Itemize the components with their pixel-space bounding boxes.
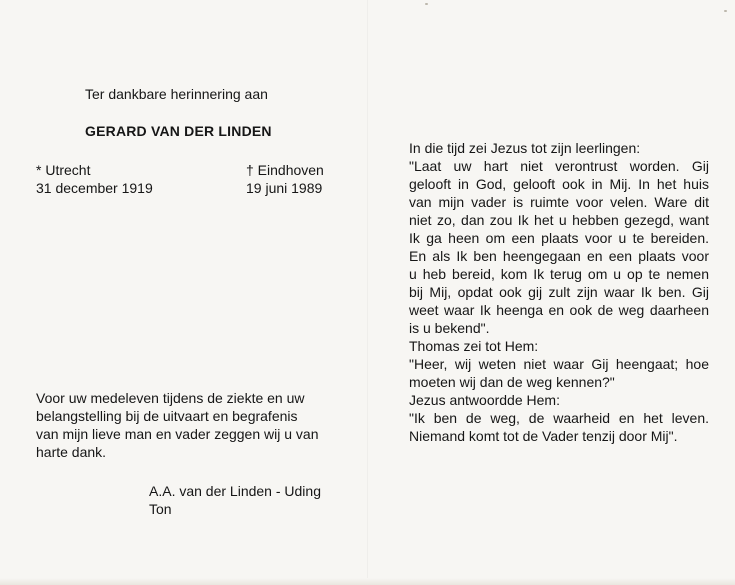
death-date: 19 juni 1989 — [246, 180, 323, 196]
scripture-line: moeten wij dan de weg kennen?" — [409, 374, 615, 390]
scripture-line: Thomas zei tot Hem: — [409, 338, 539, 354]
scripture-line: van mijn vader is ruimte voor velen. Ware dit — [409, 194, 709, 210]
signature-line: Ton — [149, 501, 172, 517]
scripture-line: "Heer, wij weten niet waar Gij heengaat; hoe — [409, 356, 709, 372]
scripture-line: gelooft in God, gelooft ook in Mij. In het huis — [409, 176, 709, 192]
card-bottom-edge — [0, 578, 735, 585]
deceased-name: GERARD VAN DER LINDEN — [85, 123, 272, 139]
scripture-text — [409, 139, 709, 445]
signature-line: A.A. van der Linden - Uding — [149, 483, 321, 499]
thanks-line: harte dank. — [36, 444, 107, 460]
scripture-line: weet waar Ik heenga en ook de weg daarheen — [409, 302, 709, 318]
thanks-line: van mijn lieve man en vader zeggen wij u van — [36, 426, 319, 442]
scripture-line: Niemand komt tot de Vader tenzij door Mij". — [409, 428, 678, 444]
paper-speck — [425, 3, 428, 5]
thanks-line: belangstelling bij de uitvaart en begrafenis — [36, 408, 298, 424]
scripture-line: "Ik ben de weg, de waarheid en het leven. — [409, 410, 709, 426]
scripture-line: is u bekend". — [409, 320, 490, 336]
scripture-line: "Laat uw hart niet verontrust worden. Gij — [409, 158, 709, 174]
scripture-line: Jezus antwoordde Hem: — [409, 392, 560, 408]
scripture-line: Ik ga heen om een plaats voor u te bereiden. — [409, 230, 709, 246]
card-fold — [367, 0, 368, 585]
scripture-line: bij Mij, opdat ook gij zult zijn waar Ik ben. Gij — [409, 284, 709, 300]
birth-place: * Utrecht — [36, 162, 91, 178]
scripture-line: In die tijd zei Jezus tot zijn leerlingen: — [409, 140, 641, 156]
scripture-line: En als Ik ben heengegaan en een plaats voor — [409, 248, 709, 264]
birth-date: 31 december 1919 — [36, 180, 153, 196]
thanks-line: Voor uw medeleven tijdens de ziekte en uw — [36, 390, 305, 406]
intro-text: Ter dankbare herinnering aan — [85, 86, 268, 102]
death-place: † Eindhoven — [246, 162, 324, 178]
scripture-line: u heb bereid, kom Ik terug om u op te nemen — [409, 266, 709, 282]
paper-speck — [724, 10, 727, 12]
scripture-line: niet zo, dan zou Ik het u hebben gezegd, want — [409, 212, 709, 228]
